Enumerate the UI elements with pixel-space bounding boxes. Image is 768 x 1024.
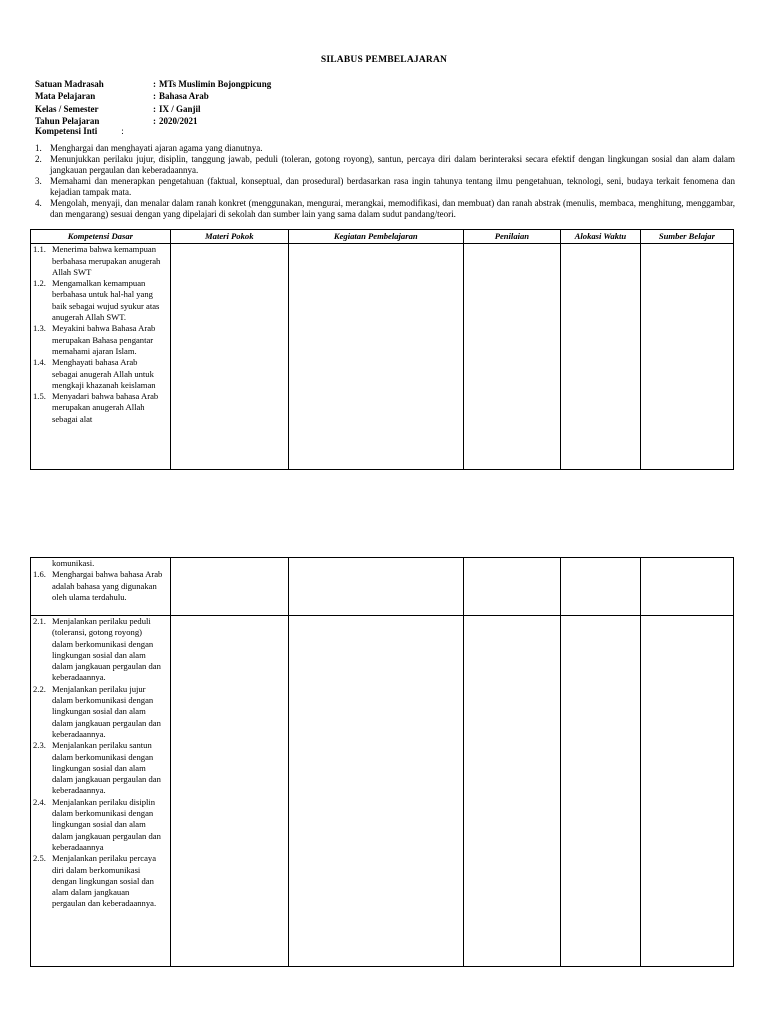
kd-item — [33, 797, 168, 853]
info-row-kelas — [35, 103, 435, 116]
list-item — [35, 143, 735, 154]
penilaian-cell — [463, 616, 560, 967]
info-label: Satuan Madrasah — [35, 78, 104, 89]
kd-item — [33, 569, 168, 603]
list-item-number: 4. — [35, 198, 42, 209]
penilaian-cell — [463, 558, 560, 616]
sumber-belajar-cell — [640, 244, 733, 470]
info-row-mapel — [35, 91, 435, 104]
kompetensi-dasar-cell — [31, 616, 171, 967]
header-kompetensi-dasar: Kompetensi Dasar — [31, 230, 171, 244]
kd-item — [33, 278, 168, 323]
list-item-text: Mengolah, menyaji, dan menalar dalam ranah konkret (menggunakan, mengurai, merangkai, memodifikasi, dan membuat) dan ranah abstrak (menulis, membaca, menghitung, menggambar, dan mengarang) sesuai dengan yang dipelajari di sekolah dan sumber lain yang sama dalam sudut pandang/teori. — [50, 198, 735, 220]
list-item — [35, 198, 735, 220]
kd-item — [33, 391, 168, 425]
kegiatan-pembelajaran-cell — [288, 244, 463, 470]
kd-number: 1.5. — [33, 391, 46, 402]
kd-item — [33, 684, 168, 740]
penilaian-cell — [463, 244, 560, 470]
header-alokasi-waktu: Alokasi Waktu — [561, 230, 641, 244]
kd-item — [33, 323, 168, 357]
info-separator: : — [153, 116, 156, 127]
table-row — [31, 244, 734, 470]
info-label: Tahun Pelajaran — [35, 116, 100, 127]
info-label: Mata Pelajaran — [35, 91, 96, 102]
kompetensi-inti-heading — [35, 126, 124, 137]
list-item — [35, 176, 735, 198]
kd-number: 1.4. — [33, 357, 46, 368]
kd-text: Mengamalkan kemampuan berbahasa untuk hal-hal yang baik sebagai wujud syukur atas anugerah Allah SWT. — [52, 278, 160, 323]
kd-text: Menjalankan perilaku percaya diri dalam berkomunikasi dengan lingkungan sosial dan alam dalam jangkauan pergaulan dan keberadaannya. — [52, 853, 157, 909]
list-item-text: Menunjukkan perilaku jujur, disiplin, tanggung jawab, peduli (toleran, gotong royong), santun, percaya diri dalam berinteraksi secara efektif dengan lingkungan sosial dan alam dalam jangkauan pergaulan dan keberadaannya. — [50, 154, 735, 176]
kd-text: Menghayati bahasa Arab sebagai anugerah Allah untuk mengkaji khazanah keislaman — [52, 357, 156, 390]
kd-number: 1.1. — [33, 244, 46, 255]
kompetensi-inti-list — [35, 143, 735, 221]
kd-number: 1.6. — [33, 569, 46, 580]
list-item — [35, 154, 735, 176]
kd-text: Menjalankan perilaku disiplin dalam berkomunikasi dengan lingkungan sosial dan alam dalam jangkauan pergaulan dan keberadaannya — [52, 796, 161, 852]
kd-item — [33, 740, 168, 796]
materi-pokok-cell — [170, 244, 288, 470]
kegiatan-pembelajaran-cell — [288, 616, 463, 967]
table-row — [31, 558, 734, 616]
info-value: MTs Muslimin Bojongpicung — [159, 78, 272, 89]
syllabus-table-page-2 — [30, 557, 734, 967]
kd-text: Menghargai bahwa bahasa Arab adalah bahasa yang digunakan oleh ulama terdahulu. — [52, 569, 163, 602]
alokasi-waktu-cell — [561, 558, 641, 616]
kd-number: 1.3. — [33, 323, 46, 334]
materi-pokok-cell — [170, 558, 288, 616]
info-separator: : — [153, 78, 156, 89]
kompetensi-dasar-cell — [31, 244, 171, 470]
kd-item — [33, 357, 168, 391]
header-penilaian: Penilaian — [463, 230, 560, 244]
kompetensi-dasar-cell — [31, 558, 171, 616]
kd-number: 2.4. — [33, 796, 46, 807]
info-value: Bahasa Arab — [159, 91, 209, 102]
header-kegiatan-pembelajaran: Kegiatan Pembelajaran — [288, 230, 463, 244]
header-sumber-belajar: Sumber Belajar — [640, 230, 733, 244]
kd-text: Menjalankan perilaku jujur dalam berkomunikasi dengan lingkungan sosial dan alam dalam jangkauan pergaulan dan keberadaannya. — [52, 683, 161, 739]
info-value: IX / Ganjil — [159, 103, 201, 114]
info-separator: : — [153, 91, 156, 102]
kompetensi-inti-label: Kompetensi Inti — [35, 126, 98, 136]
list-item-number: 3. — [35, 176, 42, 187]
kd-item — [33, 244, 168, 278]
materi-pokok-cell — [170, 616, 288, 967]
kd-number: 2.1. — [33, 616, 46, 626]
kd-item — [33, 616, 168, 684]
info-row-satuan — [35, 78, 435, 91]
header-materi-pokok: Materi Pokok — [170, 230, 288, 244]
document-title: SILABUS PEMBELAJARAN — [320, 55, 448, 65]
kd-number: 2.5. — [33, 853, 46, 864]
kompetensi-inti-colon: : — [121, 126, 124, 136]
list-item-text: Menghargai dan menghayati ajaran agama yang dianutnya. — [50, 143, 263, 153]
info-separator: : — [153, 103, 156, 114]
list-item-number: 1. — [35, 143, 42, 153]
kd-item — [33, 853, 168, 909]
kd-number: 1.2. — [33, 278, 46, 289]
table-header-row — [31, 230, 734, 244]
identity-block — [35, 78, 435, 128]
kd-text: Meyakini bahwa Bahasa Arab merupakan Bahasa pengantar memahami ajaran Islam. — [52, 323, 156, 356]
alokasi-waktu-cell — [561, 616, 641, 967]
list-item-text: Memahami dan menerapkan pengetahuan (faktual, konseptual, dan prosedural) berdasarkan rasa ingin tahunya tentang ilmu pengetahuan, teknologi, seni, budaya terkait fenomena dan kejadian tampak mata. — [50, 176, 735, 198]
table-row — [31, 616, 734, 967]
info-label: Kelas / Semester — [35, 103, 99, 114]
kd-text: Menerima bahwa kemampuan berbahasa merupakan anugerah Allah SWT — [52, 244, 161, 277]
kd-text: Menjalankan perilaku santun dalam berkomunikasi dengan lingkungan sosial dan alam dalam jangkauan pergaulan dan keberadaannya. — [52, 740, 161, 796]
syllabus-table-page-1 — [30, 229, 734, 470]
kd-continuation: komunikasi. — [52, 558, 95, 568]
alokasi-waktu-cell — [561, 244, 641, 470]
list-item-number: 2. — [35, 154, 42, 165]
kegiatan-pembelajaran-cell — [288, 558, 463, 616]
info-value: 2020/2021 — [159, 116, 198, 127]
sumber-belajar-cell — [640, 616, 733, 967]
sumber-belajar-cell — [640, 558, 733, 616]
kd-text: Menjalankan perilaku peduli (toleransi, gotong royong) dalam berkomunikasi dengan lingkungan sosial dan alam dalam jangkauan pergaulan dan keberadaannya. — [52, 616, 161, 683]
kd-text: Menyadari bahwa bahasa Arab merupakan anugerah Allah sebagai alat — [52, 391, 159, 424]
kd-number: 2.3. — [33, 740, 46, 751]
kd-number: 2.2. — [33, 683, 46, 694]
